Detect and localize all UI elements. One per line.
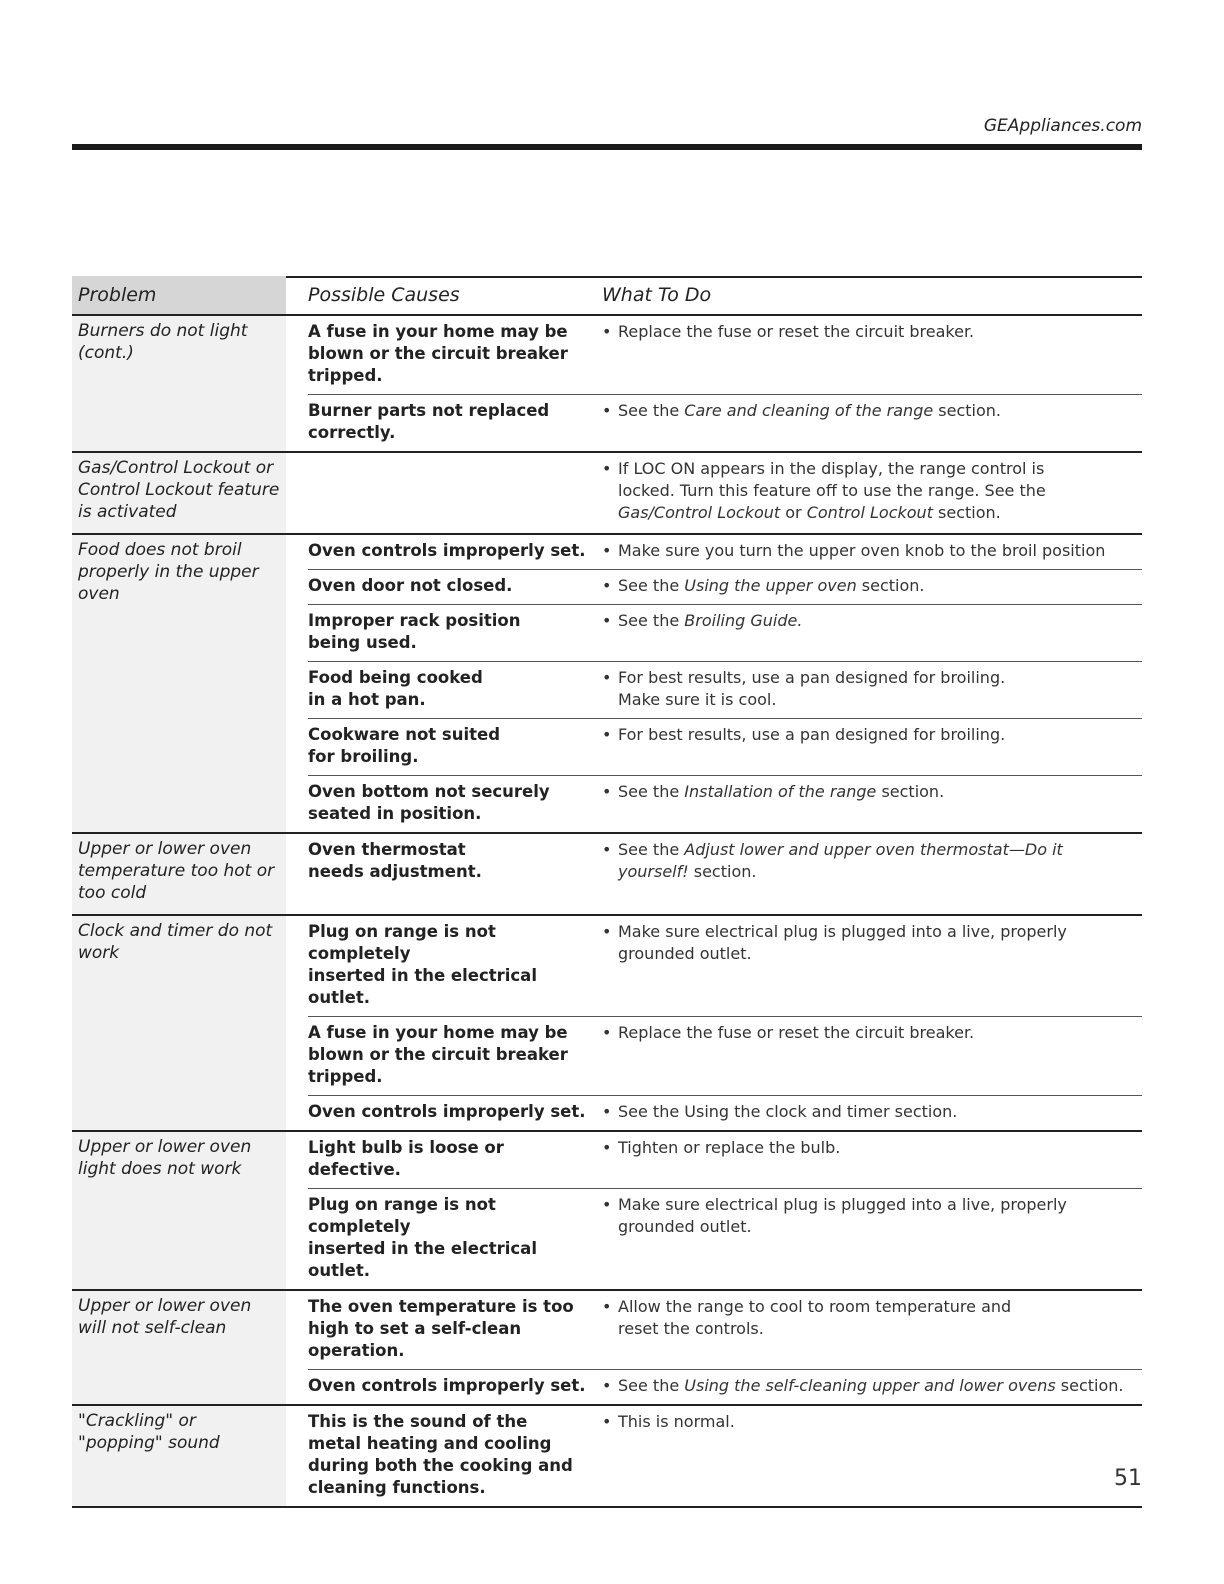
possible-cause: Plug on range is not completely inserted in the electrical outlet. [308,1195,537,1280]
table-row [308,395,1142,451]
cause-rows [286,1406,1142,1506]
possible-cause: Oven controls improperly set. [308,1376,586,1395]
bullet-icon: • [602,782,612,801]
section-reference: Using the upper oven [684,576,857,595]
possible-cause: A fuse in your home may be blown or the circuit breaker tripped. [308,1023,568,1086]
instruction-text: section. [933,401,1001,420]
table-row [308,570,1142,605]
table-row [308,834,1142,890]
table-row [308,1370,1142,1404]
problem-group [72,1406,1142,1508]
section-reference: Adjust lower and upper oven thermostat—Do it yourself! [618,840,1063,881]
bullet-icon: • [602,322,612,341]
what-to-do [602,921,1142,1009]
bullet-icon: • [602,459,612,478]
cause-rows [286,535,1142,832]
section-reference: Gas/Control Lockout [618,503,781,522]
possible-cause: Oven door not closed. [308,576,513,595]
bullet-icon: • [602,1195,612,1214]
header-causes: Possible Causes [308,284,460,306]
instruction-text: Make sure you turn the upper oven knob to the broil position [618,541,1106,560]
problem-label: Clock and timer do not work [72,916,286,1130]
what-to-do [602,610,1142,654]
what-to-do [602,1101,1142,1123]
possible-cause: A fuse in your home may be blown or the circuit breaker tripped. [308,322,568,385]
instruction-text: See the [618,611,685,630]
table-row [308,1406,1142,1506]
what-to-do [602,839,1142,883]
possible-cause: Oven controls improperly set. [308,1102,586,1121]
problem-label: Upper or lower oven light does not work [72,1132,286,1289]
header-problem: Problem [78,284,157,306]
possible-cause: Cookware not suited for broiling. [308,725,501,766]
instruction-text: See the [618,576,685,595]
bullet-icon: • [602,1023,612,1042]
what-to-do [602,1137,1142,1181]
problem-label: Gas/Control Lockout or Control Lockout feature is activated [72,453,286,533]
bullet-icon: • [602,922,612,941]
table-row [308,316,1142,395]
instruction-text: See the [618,782,685,801]
bullet-icon: • [602,840,612,859]
possible-cause: Plug on range is not completely inserted in the electrical outlet. [308,922,537,1007]
problem-label: "Crackling" or "popping" sound [72,1406,286,1506]
cause-rows [286,316,1142,451]
instruction-text: See the [618,1376,685,1395]
bullet-icon: • [602,1297,612,1316]
what-to-do [602,1022,1142,1088]
table-row [308,1189,1142,1289]
header-rule [72,144,1142,150]
instruction-text: Replace the fuse or reset the circuit breaker. [618,1023,975,1042]
site-url: GEAppliances.com [983,116,1142,136]
what-to-do [602,1375,1142,1397]
instruction-text: Replace the fuse or reset the circuit breaker. [618,322,975,341]
what-to-do [602,724,1142,768]
table-row [308,535,1142,570]
troubleshooting-table [72,276,1142,1508]
possible-cause: Light bulb is loose or defective. [308,1138,504,1179]
what-to-do [602,321,1142,387]
what-to-do [602,400,1142,444]
instruction-text: section. [688,862,757,881]
section-reference: Control Lockout [806,503,933,522]
possible-cause: This is the sound of the metal heating and cooling during both the cooking and cleaning functions. [308,1412,573,1497]
instruction-text: For best results, use a pan designed for broiling. Make sure it is cool. [618,668,1006,709]
instruction-text: If LOC ON appears in the display, the range control is locked. Turn this feature off to use the range. See the [618,459,1046,500]
instruction-text: section. [876,782,945,801]
bullet-icon: • [602,611,612,630]
bullet-icon: • [602,1138,612,1157]
instruction-text: See the Using the clock and timer section. [618,1102,958,1121]
header-what-to-do: What To Do [602,284,712,306]
possible-cause: Burner parts not replaced correctly. [308,401,550,442]
instruction-text: Make sure electrical plug is plugged into a live, properly grounded outlet. [618,1195,1067,1236]
problem-label: Food does not broil properly in the upper oven [72,535,286,832]
what-to-do [602,458,1142,524]
possible-cause: Improper rack position being used. [308,611,521,652]
what-to-do [602,1296,1142,1362]
what-to-do [602,575,1142,597]
cause-rows [286,1132,1142,1289]
table-row [308,662,1142,719]
problem-group [72,535,1142,834]
section-reference: Using the self-cleaning upper and lower ovens [684,1376,1056,1395]
instruction-text: section. [856,576,925,595]
what-to-do [602,540,1142,562]
table-row [308,916,1142,1017]
what-to-do [602,1411,1142,1499]
bullet-icon: • [602,1376,612,1395]
cause-rows [286,834,1142,914]
instruction-text: section. [932,503,1001,522]
what-to-do [602,1194,1142,1282]
problem-group [72,1291,1142,1406]
problem-group [72,453,1142,535]
possible-cause: Oven bottom not securely seated in position. [308,782,550,823]
cause-rows [286,916,1142,1130]
problem-label: Upper or lower oven temperature too hot or too cold [72,834,286,914]
section-reference: Installation of the range [684,782,877,801]
possible-cause: Oven thermostat needs adjustment. [308,840,482,881]
problem-group [72,916,1142,1132]
possible-cause: Food being cooked in a hot pan. [308,668,483,709]
possible-cause [308,458,602,524]
bullet-icon: • [602,668,612,687]
cause-rows [286,1291,1142,1404]
instruction-text: section. [1055,1376,1124,1395]
problem-group [72,834,1142,916]
table-row [308,1096,1142,1130]
bullet-icon: • [602,401,612,420]
bullet-icon: • [602,1102,612,1121]
section-reference: Care and cleaning of the range [684,401,934,420]
bullet-icon: • [602,576,612,595]
instruction-text: or [780,503,807,522]
cause-rows [286,453,1142,533]
instruction-text: Tighten or replace the bulb. [618,1138,841,1157]
possible-cause: Oven controls improperly set. [308,541,586,560]
table-row [308,1017,1142,1096]
table-row [308,1291,1142,1370]
table-row [308,453,1142,531]
bullet-icon: • [602,725,612,744]
section-reference: Broiling Guide. [684,611,803,630]
bullet-icon: • [602,541,612,560]
problem-label: Burners do not light (cont.) [72,316,286,451]
table-row [308,776,1142,832]
page-number: 51 [1114,1466,1142,1491]
instruction-text: Allow the range to cool to room temperature and reset the controls. [618,1297,1012,1338]
problem-label: Upper or lower oven will not self-clean [72,1291,286,1404]
table-body [72,316,1142,1508]
instruction-text: See the [618,840,685,859]
instruction-text: See the [618,401,685,420]
table-row [308,1132,1142,1189]
bullet-icon: • [602,1412,612,1431]
problem-group [72,316,1142,453]
what-to-do [602,667,1142,711]
instruction-text: For best results, use a pan designed for broiling. [618,725,1006,744]
what-to-do [602,781,1142,825]
table-row [308,605,1142,662]
instruction-text: This is normal. [618,1412,735,1431]
possible-cause: The oven temperature is too high to set a self-clean operation. [308,1297,574,1360]
problem-group [72,1132,1142,1291]
instruction-text: Make sure electrical plug is plugged into a live, properly grounded outlet. [618,922,1067,963]
table-row [308,719,1142,776]
table-header [72,276,1142,316]
